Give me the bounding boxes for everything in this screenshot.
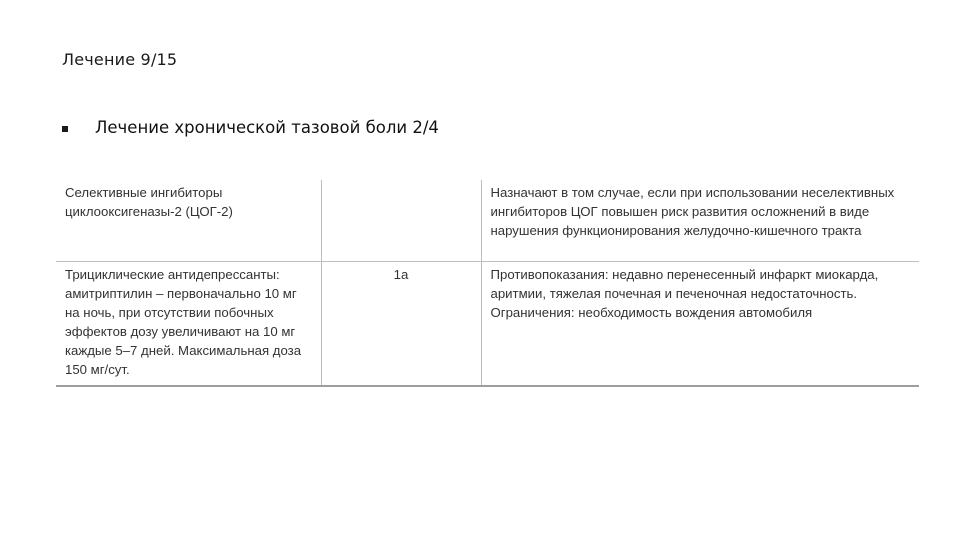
table-row (56, 262, 919, 387)
table-row (56, 180, 919, 262)
evidence-level-cell: 1a (321, 262, 481, 387)
notes-cell: Противопоказания: недавно перенесенный инфаркт миокарда, аритмии, тяжелая почечная и печеночная недостаточность. Ограничения: необходимость вождения автомобиля (481, 262, 919, 387)
bullet-item (62, 118, 439, 137)
drug-cell: Селективные ингибиторы циклооксигеназы-2 (ЦОГ-2) (56, 180, 321, 262)
evidence-level-cell (321, 180, 481, 262)
drug-cell: Трициклические антидепрессанты: амитриптилин – первоначально 10 мг на ночь, при отсутствии побочных эффектов дозу увеличивают на 10 мг каждые 5–7 дней. Максимальная доза 150 мг/сут. (56, 262, 321, 387)
notes-cell: Назначают в том случае, если при использовании неселективных ингибиторов ЦОГ повышен риск развития осложнений в виде нарушения функционирования желудочно-кишечного тракта (490, 185, 895, 238)
slide-title: Лечение 9/15 (62, 50, 178, 69)
treatment-table (56, 180, 919, 387)
bullet-text: Лечение хронической тазовой боли 2/4 (95, 118, 439, 137)
square-bullet-icon (62, 126, 68, 132)
